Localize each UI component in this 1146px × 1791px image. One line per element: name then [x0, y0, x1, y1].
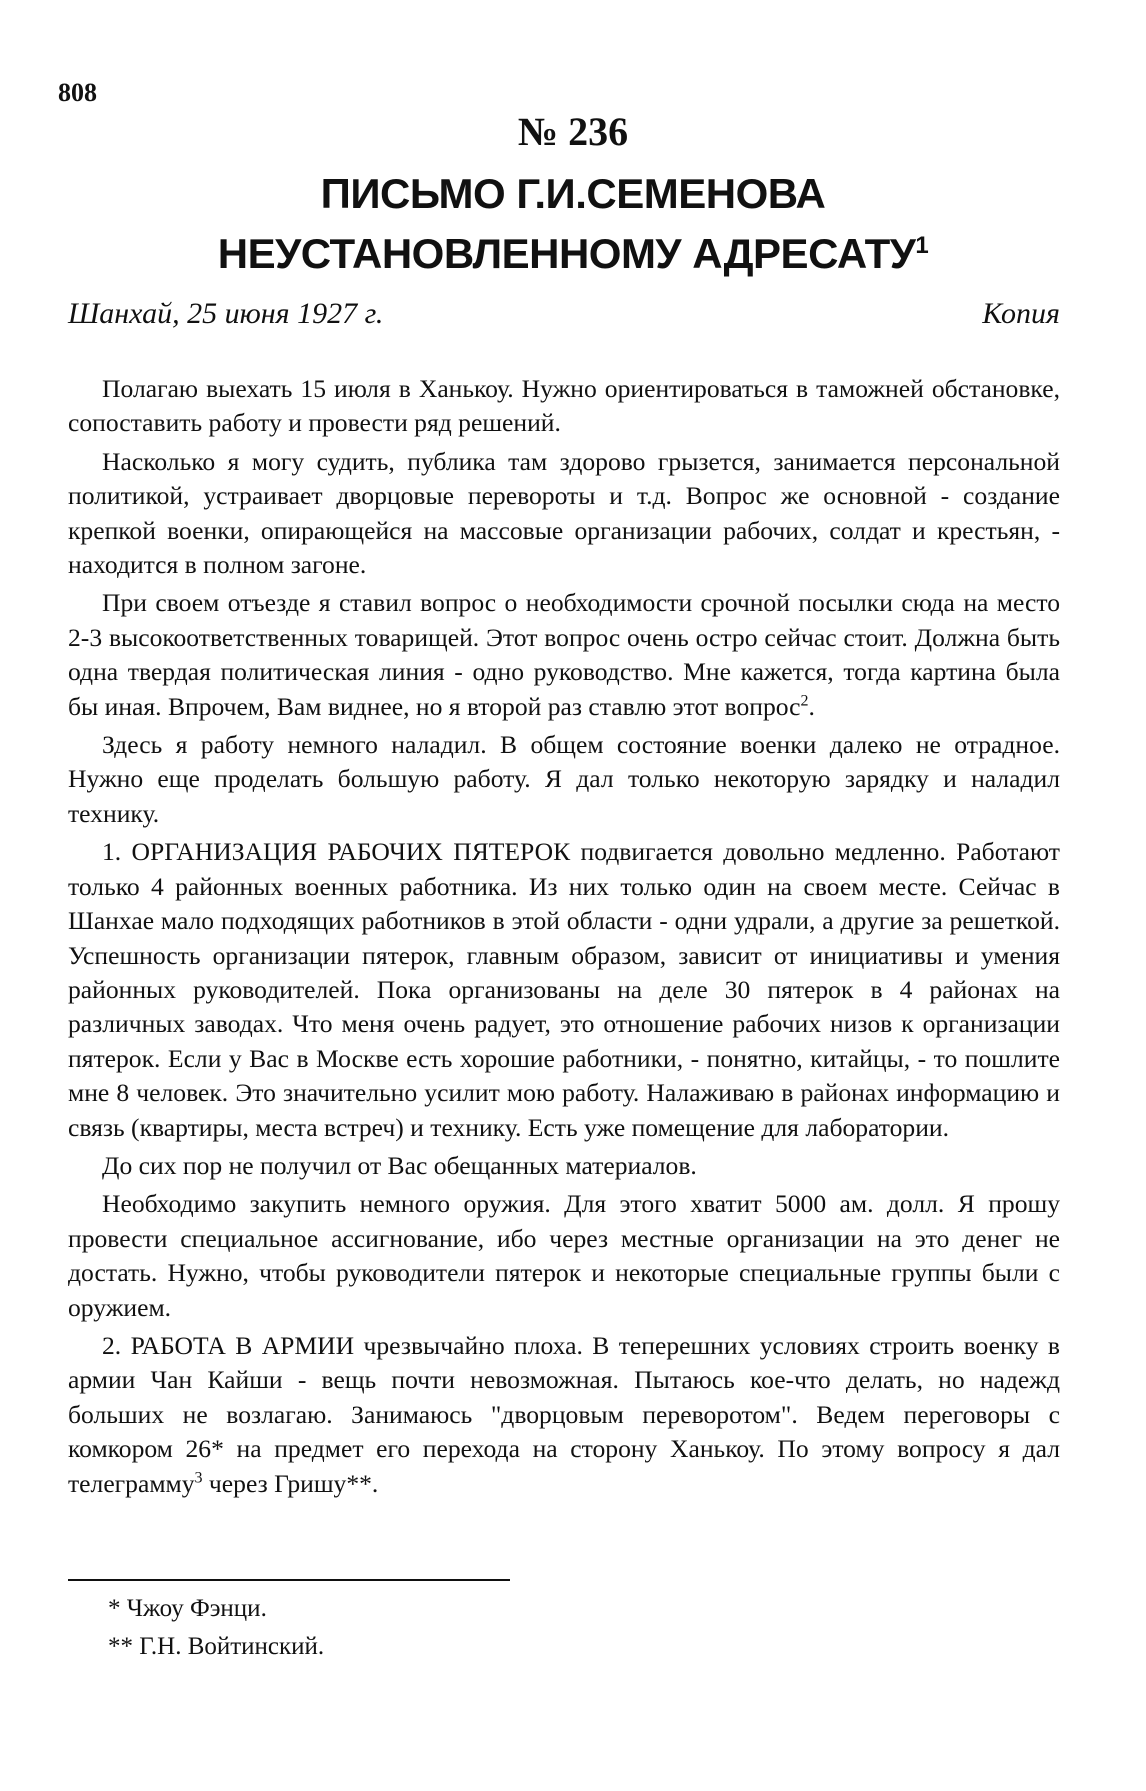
title-note-ref: 1 — [915, 232, 929, 259]
paragraph: Здесь я работу немного наладил. В общем состояние военки далеко не отрадное. Нужно еще проделать большую работу. Я дал только некоторую зарядку и наладил технику. — [68, 730, 1060, 828]
paragraph: Необходимо закупить немного оружия. Для этого хватит 5000 ам. долл. Я прошу провести специальное ассигнование, ибо через местные организации на это денег не достать. Нужно, чтобы руководители пятерок и некоторые специальные группы были с оружием. — [68, 1189, 1060, 1322]
paragraph: До сих пор не получил от Вас обещанных материалов. — [102, 1150, 697, 1180]
copy-mark: Копия — [982, 297, 1060, 330]
document-title — [0, 168, 1146, 280]
title-line-2 — [0, 220, 1146, 280]
paragraph — [68, 1329, 1060, 1501]
footnote: * Чжоу Фэнци. — [108, 1595, 267, 1622]
document-number: № 236 — [517, 109, 629, 154]
paragraph: 1. ОРГАНИЗАЦИЯ РАБОЧИХ ПЯТЕРОК подвигается довольно медленно. Работают только 4 районных военных работника. Из них только один на своем месте. Сейчас в Шанхае мало подходящих работников в этой области - одни удрали, а другие за решеткой. Успешность организации пятерок, главным образом, зависит от инициативы и умения районных руководителей. Пока организованы на деле 30 пятерок в 4 районах на различных заводах. Что меня очень радует, это отношение рабочих низов к организации пятерок. Если у Вас в Москве есть хорошие работники, - понятно, китайцы, - то пошлите мне 8 человек. Это значительно усилит мою работу. Налаживаю в районах информацию и связь (квартиры, места встреч) и технику. Есть уже помещение для лаборатории. — [68, 837, 1060, 1142]
note-ref: 3 — [194, 1469, 203, 1487]
paragraph-text-tail: через Гришу**. — [202, 1468, 379, 1498]
footnote: ** Г.Н. Войтинский. — [108, 1633, 325, 1660]
note-ref: 2 — [800, 692, 809, 710]
page-number: 808 — [58, 78, 97, 107]
paragraph-text: При своем отъезде я ставил вопрос о необходимости срочной посылки сюда на место 2-3 высокоответственных товарищей. Этот вопрос очень остро сейчас стоит. Должна быть одна твердая политическая линия - одно руководство. Мне кажется, тогда картина была бы иная. Впрочем, Вам виднее, но я второй раз ставлю этот вопрос — [68, 588, 1060, 721]
paragraph: Полагаю выехать 15 июля в Ханькоу. Нужно ориентироваться в таможней обстановке, сопоставить работу и провести ряд решений. — [68, 374, 1060, 438]
title-line-2-text: НЕУСТАНОВЛЕННОМУ АДРЕСАТУ — [217, 230, 916, 277]
footnote-divider — [68, 1579, 510, 1581]
letter-body — [68, 372, 1060, 1505]
paragraph: Насколько я могу судить, публика там здорово грызется, занимается персональной политикой, устраивает дворцовые перевороты и т.д. Вопрос же основной - создание крепкой военки, опирающейся на массовые организации рабочих, солдат и крестьян, - находится в полном загоне. — [68, 446, 1060, 580]
paragraph-text: 2. РАБОТА В АРМИИ чрезвычайно плоха. В теперешних условиях строить военку в армии Чан Кайши - вещь почти невозможная. Пытаюсь кое-что делать, но надежд больших не возлагаю. Занимаюсь "дворцовым переворотом". Ведем переговоры с комкором 26* на предмет его перехода на сторону Ханькоу. По этому вопросу я дал телеграмму — [68, 1330, 1060, 1498]
title-line-1: ПИСЬМО Г.И.СЕМЕНОВА — [320, 170, 826, 217]
footnotes — [108, 1590, 324, 1666]
place-date: Шанхай, 25 июня 1927 г. — [68, 297, 384, 330]
paragraph: При своем отъезде я ставил вопрос о необходимости срочной посылки сюда на место 2-3 высокоответственных товарищей. Этот вопрос очень остро сейчас стоит. Должна быть одна твердая политическая линия - одно руководство. Мне кажется, тогда картина была бы иная. Впрочем, Вам виднее, но я второй раз ставлю этот вопрос$^2$. — [68, 588, 1060, 721]
